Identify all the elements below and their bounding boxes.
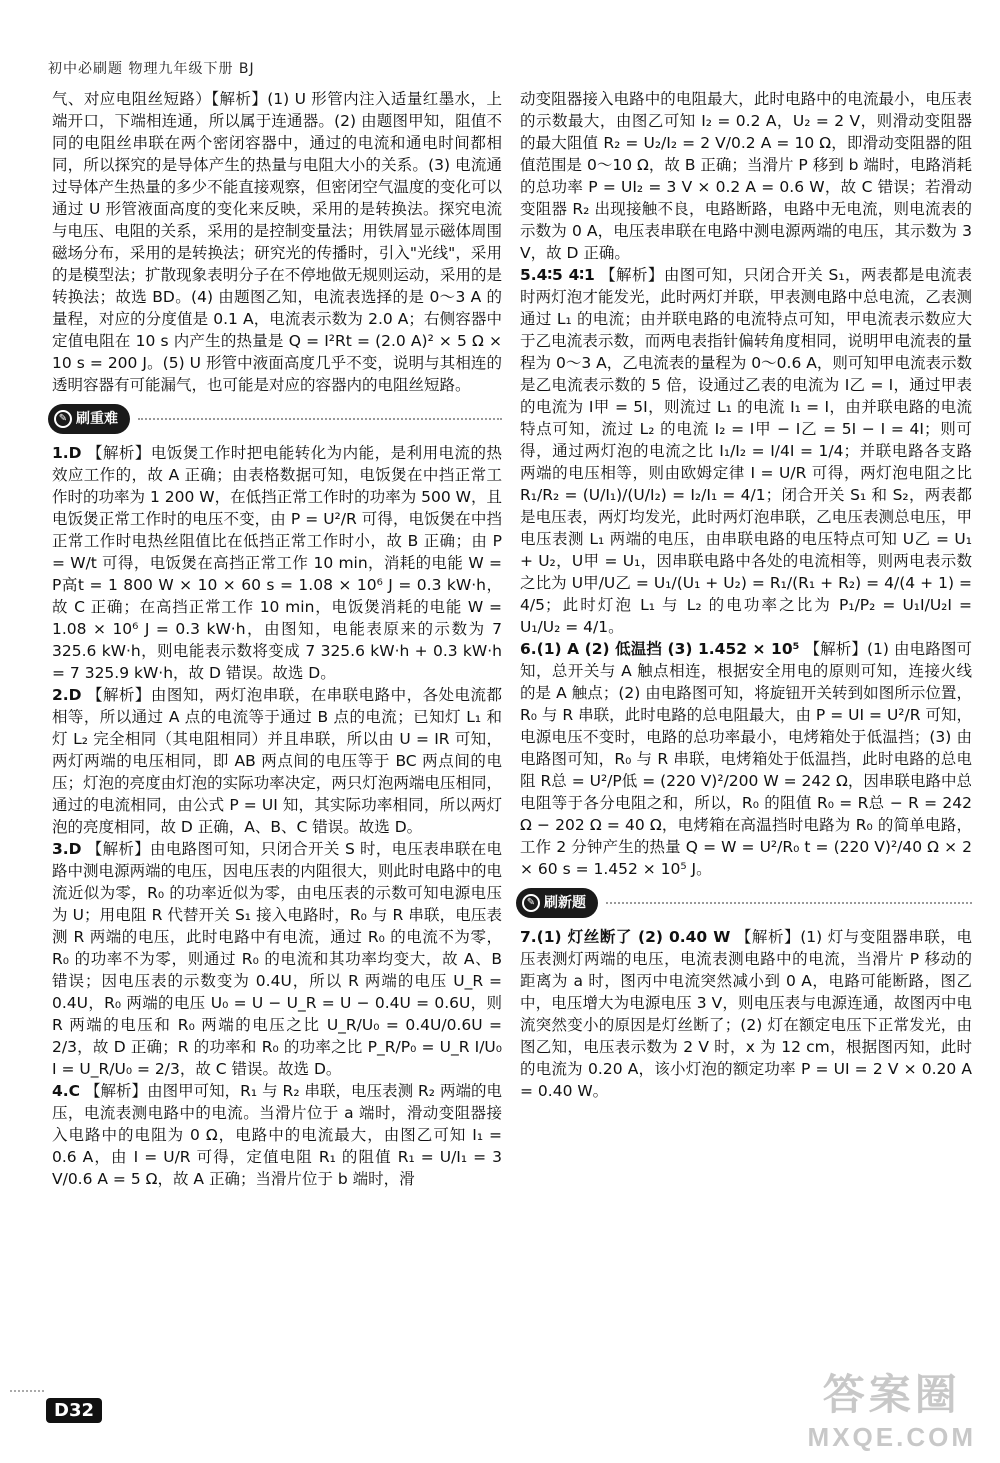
- section-badge: [516, 888, 598, 918]
- answer-item: [520, 926, 972, 1102]
- dotted-divider: [606, 902, 972, 904]
- section-badge: [48, 404, 130, 434]
- dotted-divider: [138, 418, 502, 420]
- answer-number: 1.D: [52, 444, 82, 462]
- answer-item: [520, 264, 972, 638]
- answer-text: 【解析】由图知，两灯泡串联，在串联电路中，各处电流都相等，所以通过 A 点的电流等于通过 B 点的电流；已知灯 L₁ 和灯 L₂ 完全相同（其电阻相同）并且串联，所以由 U = IR 可知，两灯两端的电压相同，即 AB 两点间的电压等于 BC 两点间的电压；灯泡的亮度由灯泡的实际功率决定，两只灯泡两端电压相同，通过的电流相同，由公式 P = UI 知，其实际功率相同，所以两灯泡的亮度相同，故 D 正确，A、B、C 错误。故选 D。: [52, 686, 502, 836]
- watermark-line-2: MXQE.COM: [807, 1422, 976, 1452]
- page-header: 初中必刷题 物理九年级下册 BJ: [48, 61, 255, 77]
- answer-number: 6.(1) A (2) 低温挡 (3) 1.452 × 10⁵: [520, 640, 800, 658]
- watermark-logo: [808, 1362, 976, 1453]
- section-title: 刷重难: [76, 411, 118, 427]
- section-title: 刷新题: [544, 895, 586, 911]
- page-number: D32: [46, 1398, 102, 1423]
- answer-item: [52, 1080, 502, 1190]
- pen-icon: ✎: [54, 410, 72, 428]
- answer-number: 2.D: [52, 686, 82, 704]
- answer-text: 【解析】(1) 灯与变阻器串联，电压表测灯两端的电压，电流表测电路中的电流，当滑片 P 移动的距离为 a 时，图丙中电流突然减小到 0 A，电路可能断路，图乙中，电压增大为电源电压 3 V，则电压表与电源连通，故图丙中电流突然变小的原因是灯丝断了；(2) 灯在额定电压下正常发光，由图乙知，电压表示数为 2 V 时，x 为 12 cm，根据图丙知，此时的电流为 0.20 A，该小灯泡的额定功率 P = UI = 2 V × 0.20 A = 0.40 W。: [520, 928, 972, 1100]
- section-header-hard: [48, 404, 502, 434]
- answer-number: 4.C: [52, 1082, 81, 1100]
- answer-text: 【解析】由图甲可知，R₁ 与 R₂ 串联，电压表测 R₂ 两端的电压，电流表测电路中的电流。当滑片位于 a 端时，滑动变阻器接入电路中的电阻为 0 Ω，电路中的电流最大，由图乙可知 I₁ = 0.6 A，由 I = U/R 可得，定值电阻 R₁ 的阻值 R₁ = U/I₁ = 3 V/0.6 A = 5 Ω，故 A 正确；当滑片位于 b 端时，滑: [52, 1082, 502, 1188]
- answer-number: 5.4∶5 4∶1: [520, 266, 595, 284]
- intro-paragraph: 气、对应电阻丝短路）【解析】(1) U 形管内注入适量红墨水，上端开口，下端相连通，所以属于连通器。(2) 由题图甲知，阻值不同的电阻丝串联在两个密闭容器中，通过的电流和通电时间都相同，所以探究的是导体产生的热量与电阻大小的关系。(3) 电流通过导体产生热量的多少不能直接观察，但密闭空气温度的变化可以通过 U 形管液面高度的变化来反映，采用的是转换法。探究电流与电压、电阻的关系，采用的是控制变量法；用铁屑显示磁体周围磁场分布，采用的是转换法；研究光的传播时，引入"光线"，采用的是模型法；扩散现象表明分子在不停地做无规则运动，采用的是转换法；故选 BD。(4) 由题图乙知，电流表选择的是 0～3 A 的量程，对应的分度值是 0.1 A，电流表示数为 2.0 A；右侧容器中定值电阻在 10 s 内产生的热量是 Q = I²Rt = (2.0 A)² × 5 Ω × 10 s = 200 J。(5) U 形管中液面高度几乎不变，说明与其相连的透明容器有可能漏气，也可能是对应的容器内的电阻丝短路。: [52, 90, 502, 394]
- answer-text: 【解析】由图可知，只闭合开关 S₁，两表都是电流表时两灯泡才能发光，此时两灯并联，甲表测电路中总电流，乙表测通过 L₁ 的电流；由并联电路的电流特点可知，甲电流表示数应大于乙电流表示数，而两电表指针偏转角度相同，说明甲电流表的量程为 0～3 A，乙电流表的量程为 0～0.6 A，则可知甲电流表示数是乙电流表示数的 5 倍，设通过乙表的电流为 I乙 = I，通过甲表的电流为 I甲 = 5I，则流过 L₁ 的电流 I₁ = I，由并联电路的电流特点可知，流过 L₂ 的电流 I₂ = I甲 − I乙 = 5I − I = 4I；则可得，通过两灯泡的电流之比 I₁/I₂ = I/4I = 1/4；并联电路各支路两端的电压相等，则由欧姆定律 I = U/R 可得，两灯泡电阻之比 R₁/R₂ = (U/I₁)/(U/I₂) = I₂/I₁ = 4/1；闭合开关 S₁ 和 S₂，两表都是电压表，两灯均发光，此时两灯泡串联，乙电压表测总电压，甲电压表测 L₁ 两端的电压，由串联电路的电压特点可知 U乙 = U₁ + U₂，U甲 = U₁，因串联电路中各处的电流相等，则两电表示数之比为 U甲/U乙 = U₁/(U₁ + U₂) = R₁/(R₁ + R₂) = 4/(4 + 1) = 4/5；此时灯泡 L₁ 与 L₂ 的电功率之比为 P₁/P₂ = U₁I/U₂I = U₁/U₂ = 4/1。: [520, 266, 972, 636]
- watermark-line-1: 答案圈: [822, 1371, 961, 1418]
- answer-number: 7.(1) 灯丝断了 (2) 0.40 W: [520, 928, 731, 946]
- answer-number: 3.D: [52, 840, 82, 858]
- answer-text: 【解析】(1) 由电路图可知，总开关与 A 触点相连，根据安全用电的原则可知，连接火线的是 A 触点；(2) 由电路图可知，将旋钮开关转到如图所示位置，R₀ 与 R 串联，此时电路的总电阻最大，由 P = UI = U²/R 可知，电源电压不变时，电路的总功率最小，电烤箱处于低温挡；(3) 由电路图可知，R₀ 与 R 串联，电烤箱处于低温挡，此时电路的总电阻 R总 = U²/P低 = (220 V)²/200 W = 242 Ω，因串联电路中总电阻等于各分电阻之和，所以，R₀ 的阻值 R₀ = R总 − R = 242 Ω − 202 Ω = 40 Ω，电烤箱在高温挡时电路为 R₀ 的简单电路，工作 2 分钟产生的热量 Q = W = U²/R₀ t = (220 V)²/40 Ω × 2 × 60 s = 1.452 × 10⁵ J。: [520, 640, 972, 878]
- answer-item: [52, 442, 502, 684]
- left-column: [52, 88, 502, 1190]
- pen-icon: ✎: [522, 894, 540, 912]
- answer-item: [520, 638, 972, 880]
- answer-text: 【解析】电饭煲工作时把电能转化为内能，是利用电流的热效应工作的，故 A 正确；由表格数据可知，电饭煲在中挡正常工作时的功率为 1 200 W，在低挡正常工作时的功率为 500 W，且电饭煲正常工作时的电压不变，由 P = U²/R 可得，电饭煲在中挡正常工作时电热丝阻值比在低挡正常工作时小，故 B 正确；由 P = W/t 可得，电饭煲在高挡正常工作 10 min，消耗的电能 W = P高t = 1 800 W × 10 × 60 s = 1.08 × 10⁶ J = 0.3 kW·h，故 C 正确；在高挡正常工作 10 min，电饭煲消耗的电能 W = 1.08 × 10⁶ J = 0.3 kW·h，由图知，电能表原来的示数为 7 325.6 kW·h，则电能表示数将变成 7 325.6 kW·h + 0.3 kW·h = 7 325.9 kW·h，故 D 错误。故选 D。: [52, 444, 502, 682]
- right-column: [520, 88, 972, 1102]
- page-dots: [10, 1390, 44, 1392]
- section-header-new: [516, 888, 972, 918]
- answer-text: 【解析】由电路图可知，只闭合开关 S 时，电压表串联在电路中测电源两端的电压，因电压表的内阻很大，则此时电路中的电流近似为零，R₀ 的功率近似为零，由电压表的示数可知电源电压为 U；用电阻 R 代替开关 S₁ 接入电路时，R₀ 与 R 串联，电压表测 R 两端的电压，此时电路中有电流，通过 R₀ 的电流不为零，R₀ 的功率不为零，则通过 R₀ 的电流和其功率均变大，故 A、B 错误；因电压表的示数变为 0.4U，所以 R 两端的电压 U_R = 0.4U，R₀ 两端的电压 U₀ = U − U_R = U − 0.4U = 0.6U，则 R 两端的电压和 R₀ 两端的电压之比 U_R/U₀ = 0.4U/0.6U = 2/3，故 D 正确；R 的功率和 R₀ 的功率之比 P_R/P₀ = U_R I/U₀ I = U_R/U₀ = 2/3，故 C 错误。故选 D。: [52, 840, 502, 1078]
- answer-item: [52, 684, 502, 838]
- continued-paragraph: 动变阻器接入电路中的电阻最大，此时电路中的电流最小，电压表的示数最大，由图乙可知 I₂ = 0.2 A，U₂ = 2 V，则滑动变阻器的最大阻值 R₂ = U₂/I₂ = 2 V/0.2 A = 10 Ω，即滑动变阻器的阻值范围是 0～10 Ω，故 B 正确；当滑片 P 移到 b 端时，电路消耗的总功率 P = UI₂ = 3 V × 0.2 A = 0.6 W，故 C 错误；若滑动变阻器 R₂ 出现接触不良，电路断路，电路中无电流，则电流表的示数为 0 A，电压表串联在电路中测电源两端的电压，其示数为 3 V，故 D 正确。: [520, 90, 972, 262]
- answer-item: [52, 838, 502, 1080]
